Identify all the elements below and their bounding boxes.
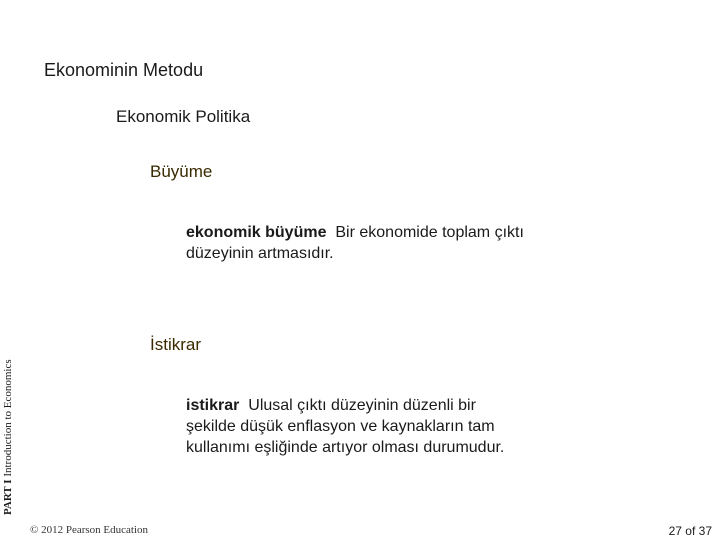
growth-definition-block (186, 222, 546, 264)
side-part-label (2, 359, 14, 515)
slide-subtitle: Ekonomik Politika (116, 107, 251, 126)
stability-heading: İstikrar (150, 335, 201, 354)
growth-term: ekonomik büyüme (186, 224, 327, 241)
copyright: © 2012 Pearson Education (30, 524, 149, 536)
side-part-number: PART I (2, 479, 14, 515)
stability-term: istikrar (186, 397, 240, 414)
page-counter: 27 of 37 (668, 524, 712, 538)
stability-definition: Ulusal çıktı düzeyinin düzenli bir şekilde düşük enflasyon ve kaynakların tam kullanımı eşliğinde artıyor olması durumudur. (186, 397, 505, 456)
side-part-title: Introduction to Economics (2, 359, 14, 477)
slide-title: Ekonominin Metodu (44, 60, 204, 80)
stability-definition-block (186, 395, 526, 458)
growth-definition: Bir ekonomide toplam çıktı düzeyinin artmasıdır. (186, 224, 524, 262)
growth-heading: Büyüme (150, 162, 213, 181)
